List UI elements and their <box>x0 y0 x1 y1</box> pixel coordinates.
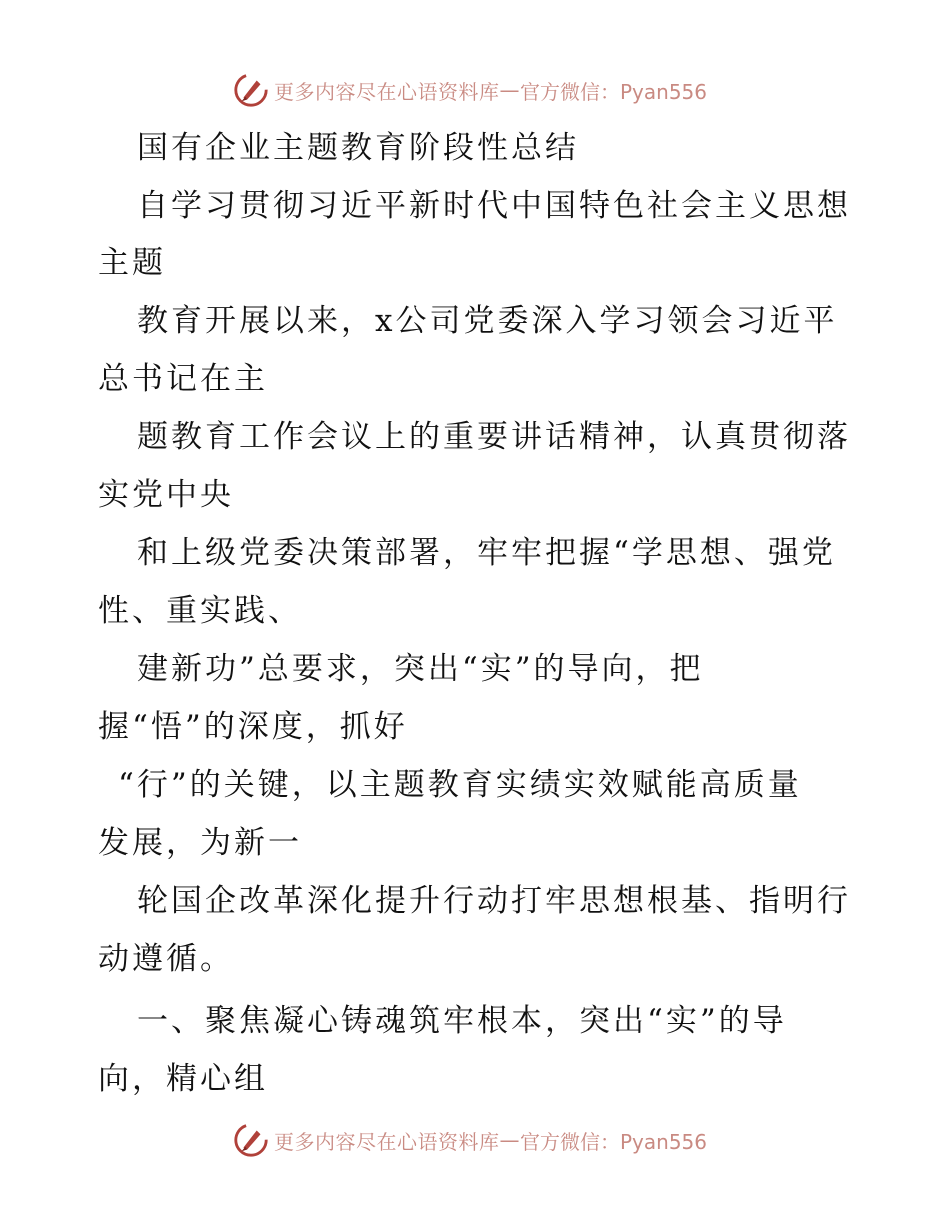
paragraph-line: 总书记在主 <box>98 361 268 397</box>
paragraph-line: 教育开展以来，x公司党委深入学习领会习近平 <box>137 303 838 339</box>
paragraph-line: 实党中央 <box>98 477 234 513</box>
paragraph-line: 和上级党委决策部署，牢牢把握“学思想、强党 <box>137 535 836 571</box>
paragraph-line: 题教育工作会议上的重要讲话精神，认真贯彻落 <box>137 419 851 455</box>
paragraph-line: 发展，为新一 <box>98 825 302 861</box>
watermark-separator: — <box>499 1128 520 1152</box>
paragraph-line: 轮国企改革深化提升行动打牢思想根基、指明行 <box>137 883 851 919</box>
section-heading-line: 一、聚焦凝心铸魂筑牢根本，突出“实”的导 <box>137 1003 787 1039</box>
watermark-wechat: 官方微信：Pyan556 <box>520 79 708 104</box>
paragraph-line: 性、重实践、 <box>98 593 302 629</box>
watermark-text: 更多内容尽在心语资料库 <box>274 1129 500 1154</box>
pen-nib-logo-icon <box>232 71 270 109</box>
paragraph-line: 建新功”总要求，突出“实”的导向，把 <box>137 651 704 687</box>
paragraph-line: 主题 <box>98 245 166 281</box>
header-watermark <box>232 70 707 110</box>
paragraph-line: 向，精心组 <box>98 1061 268 1097</box>
watermark-separator: — <box>499 78 520 102</box>
footer-watermark <box>232 1120 707 1160</box>
document-title: 国有企业主题教育阶段性总结 <box>137 130 579 166</box>
paragraph-line: 动遵循。 <box>98 941 234 977</box>
watermark-wechat: 官方微信：Pyan556 <box>520 1129 708 1154</box>
paragraph-line: 握“悟”的深度，抓好 <box>98 709 408 745</box>
paragraph-line: “行”的关键，以主题教育实绩实效赋能高质量 <box>118 767 802 803</box>
paragraph-line: 自学习贯彻习近平新时代中国特色社会主义思想 <box>137 188 851 224</box>
pen-nib-logo-icon <box>232 1121 270 1159</box>
watermark-text: 更多内容尽在心语资料库 <box>274 79 500 104</box>
